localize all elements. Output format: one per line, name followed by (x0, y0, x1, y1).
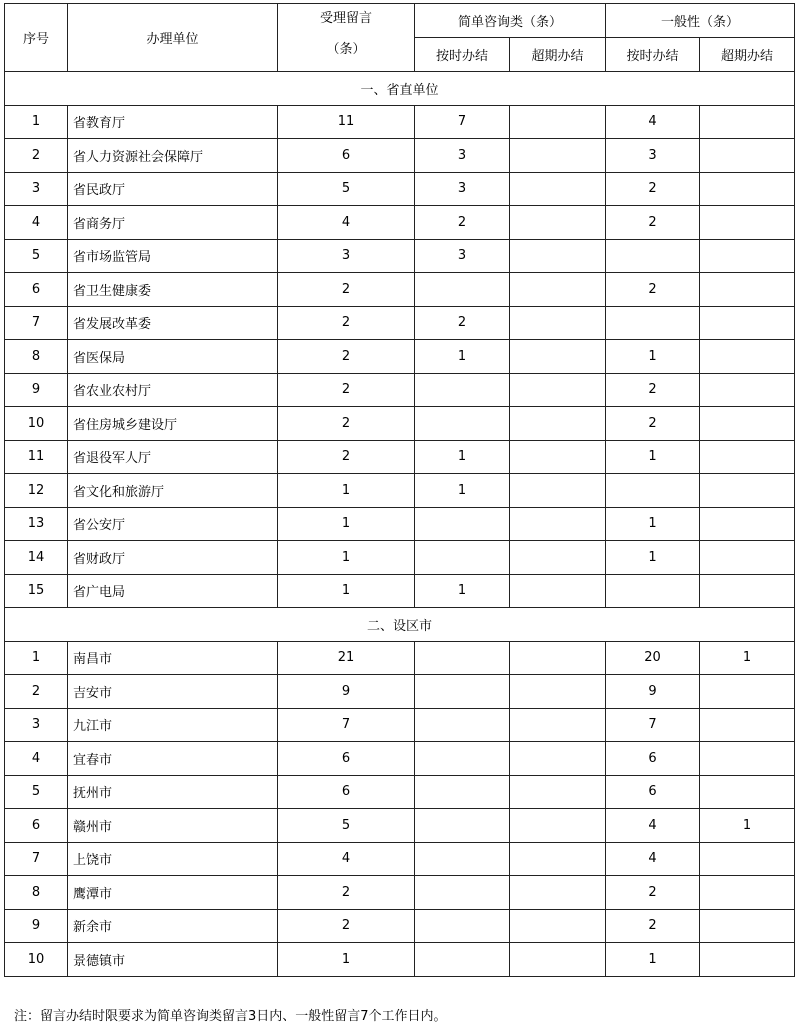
row-unit: 省市场监管局 (68, 239, 278, 273)
row-general-overdue (700, 273, 795, 307)
message-handling-table (4, 3, 795, 977)
table-body (5, 72, 795, 977)
row-simple-on-time (415, 742, 510, 776)
row-general-overdue (700, 909, 795, 943)
row-unit: 省发展改革委 (68, 306, 278, 340)
table-row (5, 440, 795, 474)
table-row (5, 675, 795, 709)
row-accepted: 5 (278, 172, 415, 206)
row-simple-on-time (415, 943, 510, 977)
row-accepted: 21 (278, 641, 415, 675)
row-general-overdue (700, 708, 795, 742)
header-general-on-time: 按时办结 (606, 38, 700, 72)
row-index: 2 (5, 675, 68, 709)
row-simple-on-time: 7 (415, 105, 510, 139)
row-index: 10 (5, 943, 68, 977)
row-simple-on-time: 1 (415, 474, 510, 508)
row-index: 10 (5, 407, 68, 441)
row-unit: 省人力资源社会保障厅 (68, 139, 278, 173)
table-row (5, 139, 795, 173)
row-index: 13 (5, 507, 68, 541)
table-row (5, 340, 795, 374)
row-simple-overdue (510, 273, 606, 307)
row-general-on-time (606, 574, 700, 608)
row-simple-overdue (510, 641, 606, 675)
row-simple-overdue (510, 239, 606, 273)
table-row (5, 407, 795, 441)
row-general-overdue (700, 742, 795, 776)
row-unit: 省医保局 (68, 340, 278, 374)
table-row (5, 909, 795, 943)
row-simple-overdue (510, 675, 606, 709)
row-simple-on-time (415, 909, 510, 943)
row-general-overdue (700, 440, 795, 474)
row-index: 2 (5, 139, 68, 173)
row-general-overdue (700, 172, 795, 206)
row-simple-on-time: 3 (415, 172, 510, 206)
section-title: 二、设区市 (5, 608, 795, 642)
row-index: 9 (5, 373, 68, 407)
row-general-overdue (700, 876, 795, 910)
row-simple-on-time (415, 775, 510, 809)
row-accepted: 2 (278, 373, 415, 407)
row-accepted: 1 (278, 541, 415, 575)
row-unit: 九江市 (68, 708, 278, 742)
table-row (5, 641, 795, 675)
row-simple-overdue (510, 105, 606, 139)
row-unit: 上饶市 (68, 842, 278, 876)
row-accepted: 6 (278, 742, 415, 776)
row-accepted: 5 (278, 809, 415, 843)
row-accepted: 6 (278, 139, 415, 173)
row-general-overdue (700, 507, 795, 541)
row-general-on-time: 2 (606, 876, 700, 910)
row-simple-on-time: 1 (415, 340, 510, 374)
row-simple-on-time: 3 (415, 239, 510, 273)
row-accepted: 2 (278, 273, 415, 307)
row-simple-overdue (510, 172, 606, 206)
row-general-on-time: 2 (606, 373, 700, 407)
row-index: 8 (5, 876, 68, 910)
row-general-overdue (700, 206, 795, 240)
row-general-on-time: 7 (606, 708, 700, 742)
row-accepted: 4 (278, 206, 415, 240)
table-row (5, 239, 795, 273)
row-simple-overdue (510, 541, 606, 575)
table-row (5, 474, 795, 508)
row-accepted: 2 (278, 909, 415, 943)
row-accepted: 3 (278, 239, 415, 273)
row-index: 5 (5, 775, 68, 809)
row-simple-on-time (415, 407, 510, 441)
table-row (5, 943, 795, 977)
row-accepted: 4 (278, 842, 415, 876)
row-index: 12 (5, 474, 68, 508)
row-index: 1 (5, 641, 68, 675)
row-unit: 新余市 (68, 909, 278, 943)
table-row (5, 172, 795, 206)
row-index: 6 (5, 809, 68, 843)
row-general-overdue (700, 574, 795, 608)
row-general-on-time: 9 (606, 675, 700, 709)
row-accepted: 2 (278, 340, 415, 374)
table-row (5, 105, 795, 139)
row-simple-on-time (415, 876, 510, 910)
row-accepted: 1 (278, 943, 415, 977)
row-general-on-time: 2 (606, 172, 700, 206)
row-simple-overdue (510, 407, 606, 441)
row-unit: 宜春市 (68, 742, 278, 776)
row-unit: 省文化和旅游厅 (68, 474, 278, 508)
row-simple-overdue (510, 440, 606, 474)
table-row (5, 775, 795, 809)
row-general-overdue (700, 340, 795, 374)
row-simple-overdue (510, 474, 606, 508)
row-index: 1 (5, 105, 68, 139)
row-unit: 省卫生健康委 (68, 273, 278, 307)
row-accepted: 6 (278, 775, 415, 809)
row-index: 7 (5, 842, 68, 876)
row-general-on-time: 1 (606, 340, 700, 374)
header-general-group: 一般性（条） (606, 4, 795, 38)
row-simple-overdue (510, 842, 606, 876)
row-unit: 南昌市 (68, 641, 278, 675)
report-table-container (4, 3, 795, 977)
row-simple-overdue (510, 340, 606, 374)
table-row (5, 306, 795, 340)
row-simple-overdue (510, 809, 606, 843)
row-unit: 省财政厅 (68, 541, 278, 575)
row-unit: 省广电局 (68, 574, 278, 608)
row-general-overdue (700, 943, 795, 977)
row-simple-on-time (415, 541, 510, 575)
table-row (5, 206, 795, 240)
row-general-overdue (700, 775, 795, 809)
table-row (5, 273, 795, 307)
table-row (5, 541, 795, 575)
row-simple-overdue (510, 574, 606, 608)
table-row (5, 708, 795, 742)
row-unit: 省农业农村厅 (68, 373, 278, 407)
header-index: 序号 (5, 4, 68, 72)
row-simple-overdue (510, 876, 606, 910)
row-general-on-time (606, 239, 700, 273)
table-row (5, 809, 795, 843)
section-header-row (5, 72, 795, 106)
row-simple-on-time (415, 373, 510, 407)
row-general-on-time (606, 306, 700, 340)
row-index: 4 (5, 206, 68, 240)
header-simple-group: 简单咨询类（条） (415, 4, 606, 38)
row-accepted: 2 (278, 876, 415, 910)
row-simple-overdue (510, 775, 606, 809)
row-simple-overdue (510, 507, 606, 541)
row-simple-overdue (510, 708, 606, 742)
row-index: 8 (5, 340, 68, 374)
row-unit: 景德镇市 (68, 943, 278, 977)
row-general-overdue (700, 105, 795, 139)
row-simple-on-time: 3 (415, 139, 510, 173)
row-index: 4 (5, 742, 68, 776)
row-general-overdue (700, 306, 795, 340)
row-accepted: 2 (278, 306, 415, 340)
row-simple-overdue (510, 306, 606, 340)
row-general-on-time: 4 (606, 105, 700, 139)
row-general-on-time: 6 (606, 742, 700, 776)
row-index: 3 (5, 708, 68, 742)
row-simple-overdue (510, 742, 606, 776)
row-simple-on-time: 2 (415, 306, 510, 340)
row-general-overdue (700, 541, 795, 575)
row-index: 9 (5, 909, 68, 943)
table-row (5, 876, 795, 910)
row-simple-overdue (510, 206, 606, 240)
row-unit: 赣州市 (68, 809, 278, 843)
row-index: 3 (5, 172, 68, 206)
row-accepted: 7 (278, 708, 415, 742)
row-general-overdue (700, 842, 795, 876)
row-index: 5 (5, 239, 68, 273)
row-general-on-time: 4 (606, 842, 700, 876)
row-general-on-time: 3 (606, 139, 700, 173)
row-accepted: 9 (278, 675, 415, 709)
row-general-on-time: 1 (606, 943, 700, 977)
row-general-on-time: 2 (606, 206, 700, 240)
row-simple-overdue (510, 909, 606, 943)
row-general-on-time: 1 (606, 440, 700, 474)
row-simple-overdue (510, 373, 606, 407)
row-simple-on-time (415, 708, 510, 742)
section-header-row (5, 608, 795, 642)
row-simple-on-time: 2 (415, 206, 510, 240)
footnote: 注：留言办结时限要求为简单咨询类留言3日内、一般性留言7个工作日内。 (14, 1009, 447, 1024)
row-accepted: 2 (278, 440, 415, 474)
row-unit: 省公安厅 (68, 507, 278, 541)
row-accepted: 1 (278, 574, 415, 608)
row-index: 11 (5, 440, 68, 474)
row-simple-overdue (510, 139, 606, 173)
header-simple-overdue: 超期办结 (510, 38, 606, 72)
row-general-on-time: 1 (606, 541, 700, 575)
row-accepted: 2 (278, 407, 415, 441)
row-simple-on-time (415, 675, 510, 709)
row-unit: 吉安市 (68, 675, 278, 709)
row-accepted: 1 (278, 474, 415, 508)
row-unit: 省退役军人厅 (68, 440, 278, 474)
row-unit: 省民政厅 (68, 172, 278, 206)
table-row (5, 742, 795, 776)
row-general-on-time: 2 (606, 909, 700, 943)
row-simple-on-time (415, 842, 510, 876)
row-general-overdue (700, 239, 795, 273)
row-index: 14 (5, 541, 68, 575)
row-unit: 省教育厅 (68, 105, 278, 139)
row-simple-on-time (415, 273, 510, 307)
row-accepted: 1 (278, 507, 415, 541)
row-general-on-time: 6 (606, 775, 700, 809)
header-accepted-line1: 受理留言 (319, 11, 372, 26)
row-general-on-time (606, 474, 700, 508)
header-general-overdue: 超期办结 (700, 38, 795, 72)
row-general-overdue (700, 407, 795, 441)
row-index: 15 (5, 574, 68, 608)
row-general-on-time: 4 (606, 809, 700, 843)
row-unit: 鹰潭市 (68, 876, 278, 910)
section-title: 一、省直单位 (5, 72, 795, 106)
row-simple-on-time: 1 (415, 574, 510, 608)
row-simple-on-time (415, 507, 510, 541)
header-simple-on-time: 按时办结 (415, 38, 510, 72)
row-general-overdue (700, 373, 795, 407)
row-general-on-time: 1 (606, 507, 700, 541)
row-simple-on-time (415, 809, 510, 843)
header-accepted-line2: （条） (326, 42, 366, 57)
row-general-on-time: 2 (606, 407, 700, 441)
row-general-overdue (700, 675, 795, 709)
row-general-overdue: 1 (700, 641, 795, 675)
table-row (5, 507, 795, 541)
row-index: 7 (5, 306, 68, 340)
table-row (5, 842, 795, 876)
header-unit: 办理单位 (68, 4, 278, 72)
table-row (5, 574, 795, 608)
row-accepted: 11 (278, 105, 415, 139)
row-general-overdue (700, 139, 795, 173)
table-row (5, 373, 795, 407)
row-simple-overdue (510, 943, 606, 977)
row-general-overdue: 1 (700, 809, 795, 843)
header-accepted (278, 4, 415, 72)
row-unit: 省住房城乡建设厅 (68, 407, 278, 441)
row-general-on-time: 2 (606, 273, 700, 307)
row-general-on-time: 20 (606, 641, 700, 675)
row-simple-on-time: 1 (415, 440, 510, 474)
row-simple-on-time (415, 641, 510, 675)
row-general-overdue (700, 474, 795, 508)
row-index: 6 (5, 273, 68, 307)
table-header (5, 4, 795, 72)
row-unit: 省商务厅 (68, 206, 278, 240)
row-unit: 抚州市 (68, 775, 278, 809)
